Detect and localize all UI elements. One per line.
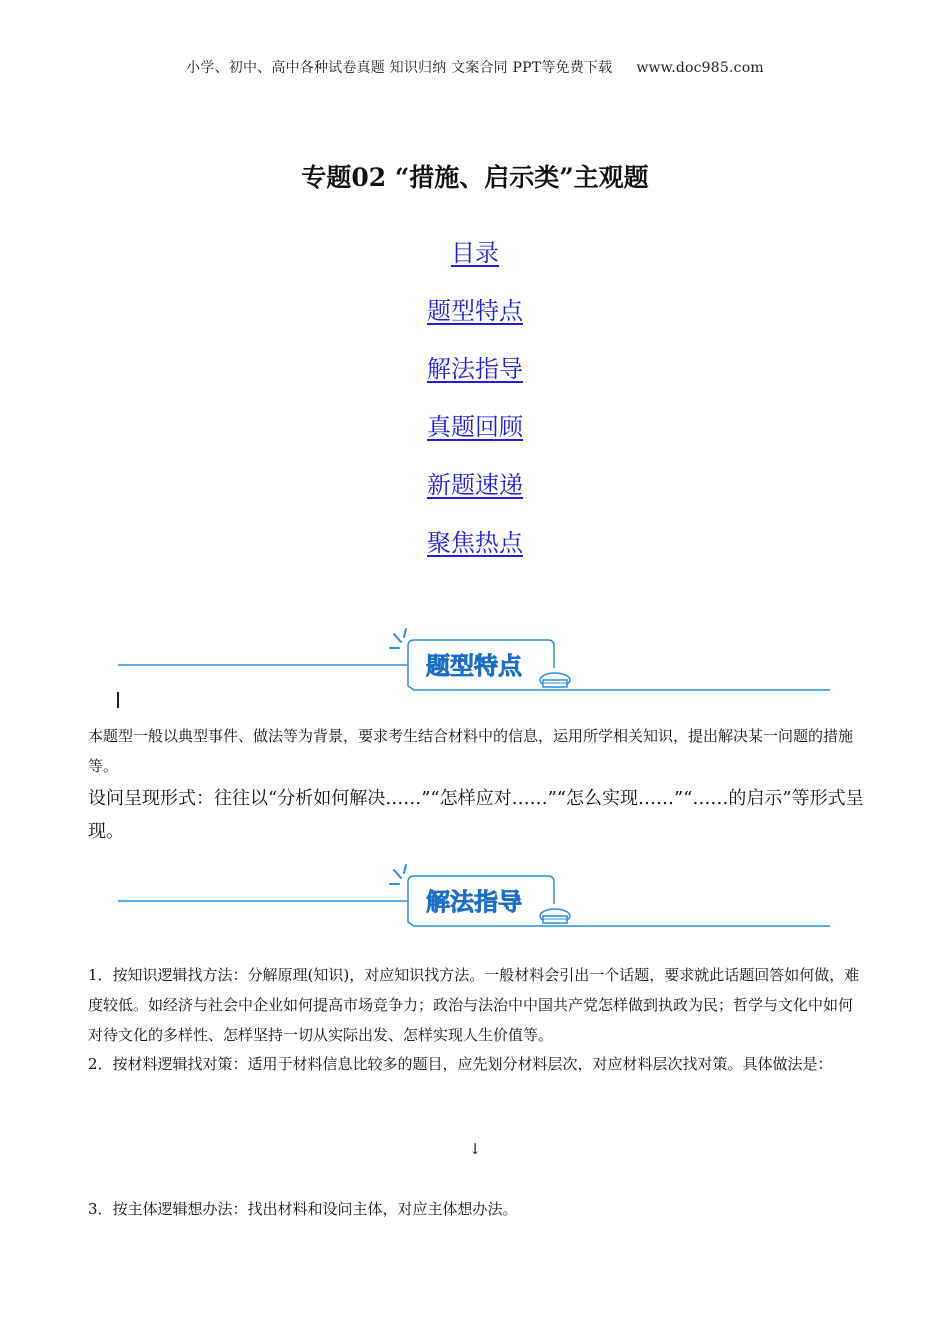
toc-link-past-exams[interactable]: 真题回顾 <box>427 413 523 441</box>
section-banner-solution-guide <box>118 864 830 928</box>
chef-hat-icon <box>540 909 570 923</box>
toc-link-contents[interactable]: 目录 <box>451 239 499 267</box>
text-cursor-mark <box>117 692 119 708</box>
sparkle-icon <box>390 629 406 648</box>
guide-item-3: 3．按主体逻辑想办法：找出材料和设问主体，对应主体想办法。 <box>88 1200 518 1218</box>
table-of-contents <box>0 236 950 584</box>
toc-link-new-questions[interactable]: 新题速递 <box>427 471 523 499</box>
header-text: 小学、初中、高中各种试卷真题 知识归纳 文案合同 PPT等免费下载 <box>186 60 613 76</box>
header-url[interactable]: www.doc985.com <box>636 60 764 76</box>
sparkle-icon <box>390 865 406 884</box>
page-header <box>0 57 950 77</box>
down-arrow-icon: ↓ <box>468 1140 482 1158</box>
page-title: 专题02 “措施、启示类”主观题 <box>301 163 649 192</box>
chef-hat-icon <box>540 673 570 687</box>
toc-link-hot-topics[interactable]: 聚焦热点 <box>427 529 523 557</box>
banner-label: 解法指导 <box>426 888 522 916</box>
banner-label: 题型特点 <box>426 652 522 680</box>
toc-link-question-features[interactable]: 题型特点 <box>427 297 523 325</box>
guide-item-1: 1．按知识逻辑找方法：分解原理(知识)，对应知识找方法。一般材料会引出一个话题，要求就此话题回答如何做，难度较低。如经济与社会中企业如何提高市场竞争力；政治与法治中中国共产党怎样做到执政为民；哲学与文化中如何对待文化的多样性、怎样坚持一切从实际出发、怎样实现人生价值等。 <box>88 966 860 1044</box>
features-paragraph-1: 本题型一般以典型事件、做法等为背景，要求考生结合材料中的信息，运用所学相关知识，提出解决某一问题的措施等。 <box>88 727 854 775</box>
toc-link-solution-guide[interactable]: 解法指导 <box>427 355 523 383</box>
guide-item-2: 2．按材料逻辑找对策：适用于材料信息比较多的题目，应先划分材料层次，对应材料层次找对策。具体做法是： <box>88 1055 833 1073</box>
section-banner-question-features <box>118 628 830 692</box>
features-paragraph-2: 设问呈现形式：往往以“分析如何解决……”“怎样应对……”“怎么实现……”“……的启示”等形式呈现。 <box>88 788 864 842</box>
